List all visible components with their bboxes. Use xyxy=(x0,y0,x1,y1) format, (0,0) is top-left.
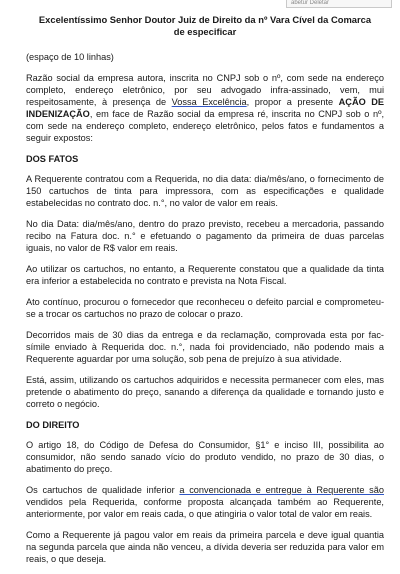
direito-paragraph-2: Os cartuchos de qualidade inferior a convencionada e entregue à Requerente são vendidos pela Requerida, conforme proposta alcançada também ao Requerente, anteriormente, por valor em reais cada, o que atingiria o valor total de valor em reais. xyxy=(26,485,384,519)
underlined-phrase: a convencionada e entregue à Requerente são xyxy=(179,485,384,495)
vossa-excelencia-text: Vossa Excelência xyxy=(171,97,247,107)
section-title-fatos: DOS FATOS xyxy=(26,154,79,164)
fatos-paragraph-3: Ao utilizar os cartuchos, no entanto, a Requerente constatou que a qualidade da tinta era inferior a estabelecida no contrato e prevista na Nota Fiscal. xyxy=(26,264,384,286)
space-note: (espaço de 10 linhas) xyxy=(26,52,114,62)
direito-paragraph-3: Como a Requerente já pagou valor em reais da primeira parcela e deve igual quantia na segunda parcela que ainda não venceu, a dívida deveria ser reduzida para valor em reais, o que deseja. xyxy=(26,530,384,564)
fatos-paragraph-2: No dia Data: dia/mês/ano, dentro do prazo previsto, recebeu a mercadoria, passando recibo na Fatura doc. n.° e efetuando o pagamento da primeira de duas parcelas iguais, no valor de R$ valor em reais. xyxy=(26,219,384,253)
intro-paragraph: Razão social da empresa autora, inscrita no CNPJ sob o nº, com sede na endereço completo, endereço eletrônico, por seu advogado infra-assinado, vem, mui respeitosamente, à presença de Vossa Excelência, propor a presente AÇÃO DE INDENIZAÇÃO, em face de Razão social da empresa ré, inscrita no CNPJ sob o nº, com sede na endereço completo, endereço eletrônico, pelos fatos e fundamentos a seguir expostos: xyxy=(26,73,384,143)
toolbar-fragment: abetur Deletar xyxy=(286,0,392,8)
document-page xyxy=(26,14,384,574)
action-title: AÇÃO DE INDENIZAÇÃO xyxy=(26,97,384,119)
header-line-1: Excelentíssimo Senhor Doutor Juiz de Direito da nº Vara Cível da Comarca xyxy=(38,14,372,25)
fatos-paragraph-1: A Requerente contratou com a Requerida, no dia data: dia/mês/ano, o fornecimento de 150 cartuchos de tinta para impressora, com as especificações e qualidade estabelecidas no contrato doc. n.°, no valor de valor em reais. xyxy=(26,174,384,208)
direito-paragraph-1: O artigo 18, do Código de Defesa do Consumidor, §1° e inciso III, possibilita ao consumidor, não sendo sanado vício do produto vendido, no prazo de 30 dias, o abatimento do preço. xyxy=(26,440,384,474)
fatos-paragraph-4: Ato contínuo, procurou o fornecedor que reconheceu o defeito parcial e comprometeu-se a trocar os cartuchos no prazo de colocar o prazo. xyxy=(26,297,384,319)
header-line-2: de especificar xyxy=(173,26,237,37)
fatos-paragraph-6: Está, assim, utilizando os cartuchos adquiridos e necessita permanecer com eles, mas pretende o abatimento do preço, sanando a diferença da qualidade e tornando justo e correto o negócio. xyxy=(26,375,384,409)
fatos-paragraph-5: Decorridos mais de 30 dias da entrega e da reclamação, comprovada esta por fac-símile enviado à Requerida doc. n.°, nada foi providenciado, não podendo mais a Requerente aguardar por uma solução, sob pena de prejuízo à sua atividade. xyxy=(26,330,384,364)
section-title-direito: DO DIREITO xyxy=(26,420,80,430)
document-header xyxy=(26,14,384,38)
